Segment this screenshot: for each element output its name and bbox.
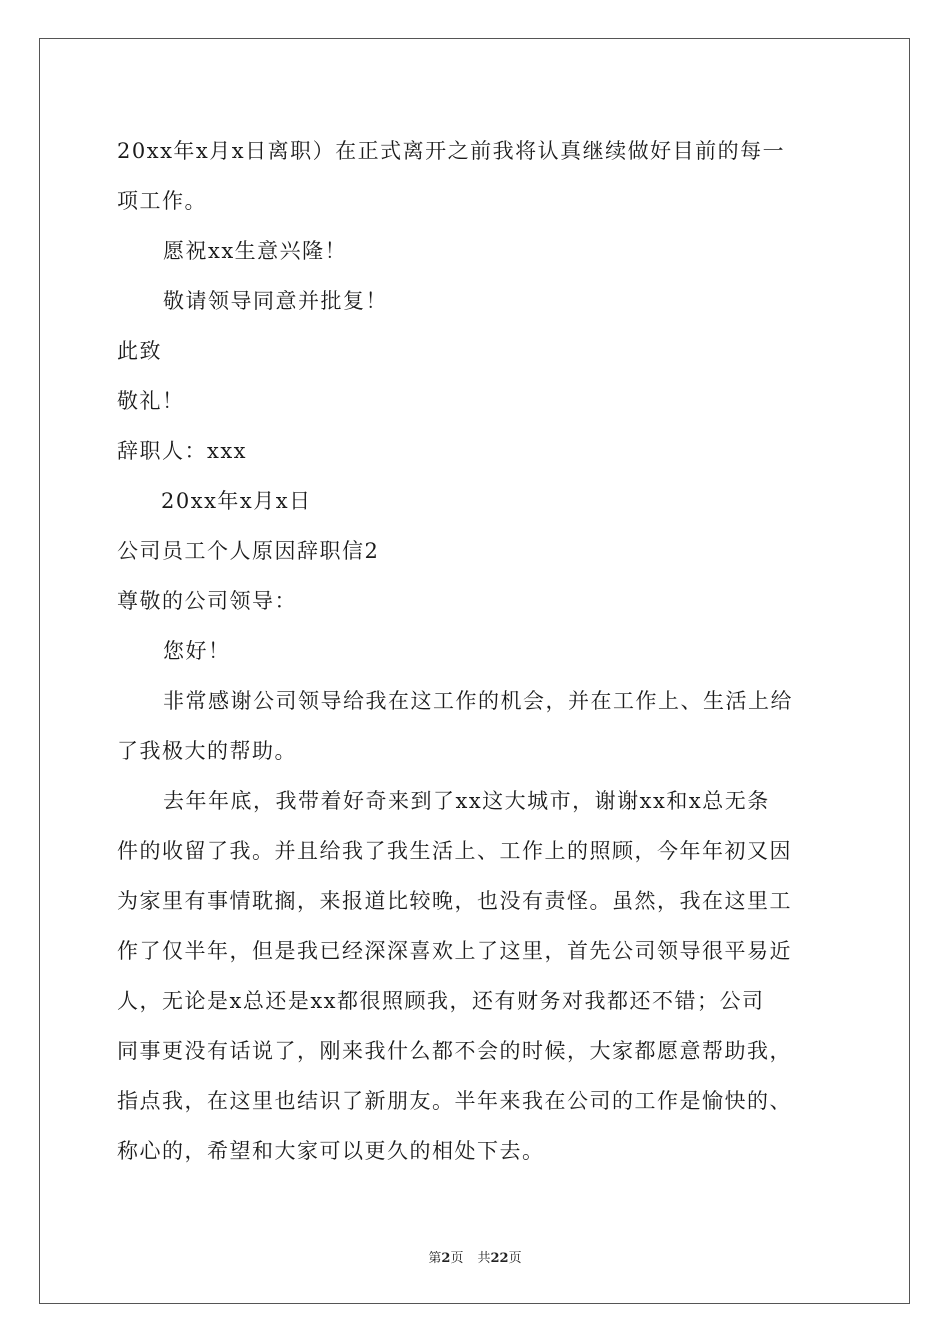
page-number: 2 <box>441 1251 451 1266</box>
salutation-line: 敬礼！ <box>117 389 185 413</box>
letter-title: 公司员工个人原因辞职信2 <box>117 539 380 563</box>
paragraph-line: 称心的，希望和大家可以更久的相处下去。 <box>117 1139 545 1163</box>
request-line: 敬请领导同意并批复！ <box>163 289 388 313</box>
paragraph-line: 件的收留了我。并且给我了我生活上、工作上的照顾，今年年初又因 <box>117 839 792 863</box>
page-suffix: 页 <box>450 1251 464 1266</box>
text-line: 项工作。 <box>117 189 207 213</box>
greeting-line: 您好！ <box>163 639 231 663</box>
page-footer <box>0 1247 950 1266</box>
paragraph-line: 指点我，在这里也结识了新朋友。半年来我在公司的工作是愉快的、 <box>117 1089 792 1113</box>
closing-line: 此致 <box>117 339 162 363</box>
total-suffix: 页 <box>508 1251 522 1266</box>
greeting-recipient: 尊敬的公司领导： <box>117 589 297 613</box>
paragraph-line: 为家里有事情耽搁，来报道比较晚，也没有责怪。虽然，我在这里工 <box>117 889 792 913</box>
date-line: 20xx年x月x日 <box>161 489 312 513</box>
paragraph-line: 作了仅半年，但是我已经深深喜欢上了这里，首先公司领导很平易近 <box>117 939 792 963</box>
text-line: 20xx年x月x日离职）在正式离开之前我将认真继续做好目前的每一 <box>117 139 786 163</box>
signature-line: 辞职人：xxx <box>117 439 248 463</box>
paragraph-line: 去年年底，我带着好奇来到了xx这大城市，谢谢xx和x总无条 <box>163 789 770 813</box>
paragraph-line: 同事更没有话说了，刚来我什么都不会的时候，大家都愿意帮助我， <box>117 1039 792 1063</box>
page-prefix: 第 <box>428 1251 442 1266</box>
total-pages: 22 <box>490 1251 509 1266</box>
paragraph-line: 了我极大的帮助。 <box>117 739 297 763</box>
wish-line: 愿祝xx生意兴隆！ <box>163 239 348 263</box>
document-body <box>117 126 837 1176</box>
total-prefix: 共 <box>477 1251 491 1266</box>
paragraph-line: 非常感谢公司领导给我在这工作的机会，并在工作上、生活上给 <box>163 689 793 713</box>
paragraph-line: 人，无论是x总还是xx都很照顾我，还有财务对我都还不错；公司 <box>117 989 765 1013</box>
